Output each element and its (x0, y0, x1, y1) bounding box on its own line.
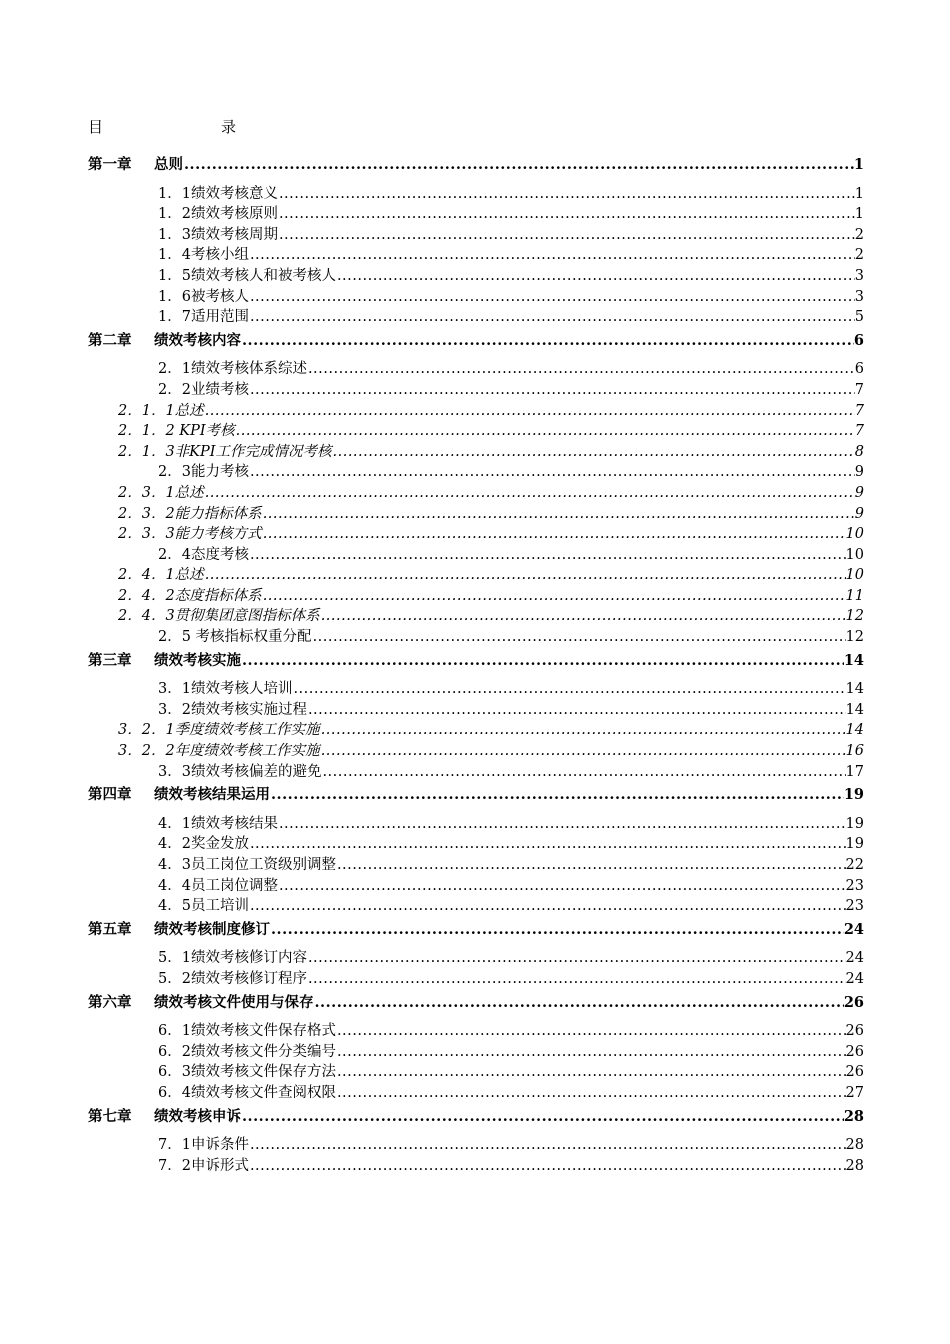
toc-subsection-entry[interactable] (88, 401, 864, 422)
toc-entry-label (158, 762, 321, 783)
toc-entry-label (158, 855, 336, 876)
chapter-number: 第六章 (88, 993, 132, 1011)
chapter-number: 第三章 (88, 651, 132, 669)
toc-page-number: 19 (843, 786, 864, 804)
toc-chapter-entry[interactable] (88, 331, 864, 352)
toc-page-number: 8 (854, 443, 864, 460)
toc-entry-label (158, 245, 249, 266)
toc-chapter-entry[interactable] (88, 993, 864, 1014)
toc-entry-title: 3．1绩效考核人培训 (158, 681, 293, 698)
toc-entry-label (158, 814, 278, 835)
toc-chapter-entry[interactable] (88, 651, 864, 672)
toc-page-number: 12 (845, 608, 864, 625)
toc-page-number: 11 (845, 587, 864, 604)
dot-leader (250, 380, 855, 401)
toc-entry-title: 4．3员工岗位工资级别调整 (158, 857, 336, 873)
dot-leader (279, 814, 846, 835)
toc-entry-label (118, 741, 320, 762)
dot-leader (333, 442, 855, 463)
toc-section-entry[interactable] (88, 1021, 864, 1042)
toc-entry-title: 2．4．2态度指标体系 (118, 587, 262, 604)
toc-entry-label (118, 606, 320, 627)
toc-entry-title: 2．1．2 KPI考核 (118, 423, 235, 440)
toc-section-entry[interactable] (88, 948, 864, 969)
toc-entry-title: 1．2绩效考核原则 (158, 206, 278, 223)
toc-subsection-entry[interactable] (88, 586, 864, 607)
toc-section-entry[interactable] (88, 814, 864, 835)
chapter-number: 第一章 (88, 156, 132, 173)
toc-entry-title: 7．1申诉条件 (158, 1137, 249, 1154)
chapter-number: 第七章 (88, 1107, 132, 1125)
toc-page-number: 26 (845, 1064, 864, 1081)
toc-entry-label (88, 1107, 241, 1128)
dot-leader (250, 1156, 846, 1177)
toc-page-number: 28 (845, 1157, 864, 1174)
toc-title-part1: 目 (88, 118, 104, 136)
toc-page-number: 26 (843, 993, 864, 1011)
toc-entry-label (158, 184, 278, 205)
toc-section-entry[interactable] (88, 184, 864, 205)
toc-entry-title: 绩效考核结果运用 (154, 786, 270, 804)
toc-page-number: 26 (845, 1043, 864, 1060)
dot-leader (337, 1062, 846, 1083)
toc-entry-label (158, 380, 249, 401)
toc-page-number: 10 (845, 567, 864, 584)
toc-page-number: 7 (854, 423, 864, 440)
toc-page-number: 6 (854, 361, 864, 378)
dot-leader (250, 545, 846, 566)
toc-page-number: 27 (845, 1084, 864, 1101)
toc-entry-label (88, 155, 183, 176)
toc-entry-title: 绩效考核申诉 (154, 1107, 241, 1125)
toc-entry-title: 2．4．3贯彻集团意图指标体系 (118, 608, 320, 625)
dot-leader (308, 700, 846, 721)
toc-entry-title: 3．2．1季度绩效考核工作实施 (118, 722, 320, 739)
toc-chapter-entry[interactable] (88, 920, 864, 941)
toc-entry-label (158, 1021, 336, 1042)
toc-section-entry[interactable] (88, 1062, 864, 1083)
dot-leader (250, 834, 846, 855)
dot-leader (279, 876, 846, 897)
toc-section-entry[interactable] (88, 969, 864, 990)
dot-leader (250, 287, 855, 308)
toc-entry-title: 6．1绩效考核文件保存格式 (158, 1023, 336, 1040)
toc-page-number: 28 (843, 1107, 864, 1125)
toc-entry-label (158, 204, 278, 225)
toc-entry-label (158, 679, 292, 700)
toc-entry-label (118, 524, 262, 545)
dot-leader (337, 266, 855, 287)
toc-entry-title: 1．4考核小组 (158, 247, 249, 264)
toc-entry-label (118, 720, 320, 741)
dot-leader (337, 1021, 846, 1042)
toc-page-number: 9 (854, 484, 864, 501)
dot-leader (184, 155, 854, 176)
toc-entry-label (158, 1135, 249, 1156)
toc-page-number: 10 (845, 546, 864, 563)
toc-entry-title: 绩效考核实施 (154, 651, 241, 669)
toc-page-number: 28 (845, 1137, 864, 1154)
toc-entry-title: 4．1绩效考核结果 (158, 815, 278, 832)
toc-page-number: 1 (854, 185, 864, 202)
toc-page-number: 6 (853, 331, 864, 349)
toc-page-number: 26 (845, 1023, 864, 1040)
toc-entry-label (158, 359, 307, 380)
toc-page-number: 17 (845, 763, 864, 780)
toc-entry-label (118, 401, 204, 422)
toc-entry-label (118, 586, 262, 607)
toc-entry-title: 2．4态度考核 (158, 546, 249, 563)
dot-leader (205, 565, 846, 586)
toc-page-number: 10 (845, 526, 864, 543)
toc-entry-label (158, 1083, 336, 1104)
toc-page-number: 1 (854, 206, 864, 223)
toc-section-entry[interactable] (88, 307, 864, 328)
toc-subsection-entry[interactable] (88, 565, 864, 586)
toc-page-number: 2 (854, 226, 864, 243)
toc-entry-title: 6．2绩效考核文件分类编号 (158, 1043, 336, 1060)
toc-entry-title: 2．1．3非KPI工作完成情况考核 (118, 443, 332, 460)
toc-entry-title: 2．3．1总述 (118, 484, 204, 501)
toc-entry-title: 绩效考核制度修订 (154, 920, 270, 938)
toc-entry-title: 6．3绩效考核文件保存方法 (158, 1064, 336, 1081)
toc-page-number: 16 (845, 743, 864, 760)
dot-leader (205, 483, 855, 504)
toc-subsection-entry[interactable] (88, 606, 864, 627)
toc-section-entry[interactable] (88, 380, 864, 401)
toc-entry-title: 5．2绩效考核修订程序 (158, 970, 307, 987)
toc-chapter-entry[interactable] (88, 1107, 864, 1128)
toc-page-number: 14 (845, 701, 864, 718)
toc-entry-title: 3．2．2年度绩效考核工作实施 (118, 743, 320, 760)
dot-leader (308, 969, 846, 990)
dot-leader (321, 606, 846, 627)
dot-leader (250, 1135, 846, 1156)
toc-page-number: 1 (853, 156, 864, 173)
toc-entry-label (158, 948, 307, 969)
toc-page-number: 19 (845, 815, 864, 832)
dot-leader (313, 627, 846, 648)
dot-leader (263, 586, 846, 607)
toc-section-entry[interactable] (88, 545, 864, 566)
toc-page-number: 9 (854, 505, 864, 522)
toc-section-entry[interactable] (88, 855, 864, 876)
table-of-contents (88, 152, 864, 1176)
toc-page-number: 14 (843, 651, 864, 669)
dot-leader (322, 762, 845, 783)
dot-leader (337, 1042, 846, 1063)
toc-entry-label (158, 627, 312, 648)
toc-entry-label (158, 307, 249, 328)
toc-page-number: 23 (845, 898, 864, 915)
toc-entry-title: 1．1绩效考核意义 (158, 185, 278, 202)
toc-section-entry[interactable] (88, 245, 864, 266)
dot-leader (337, 1083, 846, 1104)
toc-entry-title: 3．2绩效考核实施过程 (158, 701, 307, 718)
toc-page-number: 2 (854, 247, 864, 264)
dot-leader (250, 307, 855, 328)
dot-leader (263, 504, 855, 525)
toc-entry-title: 2．1绩效考核体系综述 (158, 361, 307, 378)
toc-entry-title: 绩效考核文件使用与保存 (154, 993, 314, 1011)
toc-title (88, 116, 236, 137)
toc-title-part2: 录 (221, 118, 237, 136)
dot-leader (315, 993, 844, 1014)
dot-leader (250, 896, 846, 917)
toc-entry-title: 1．7适用范围 (158, 309, 249, 326)
toc-entry-label (118, 421, 235, 442)
toc-entry-label (158, 266, 336, 287)
toc-page-number: 9 (854, 464, 864, 481)
toc-page-number: 23 (845, 877, 864, 894)
toc-section-entry[interactable] (88, 1042, 864, 1063)
dot-leader (279, 204, 855, 225)
toc-entry-label (88, 651, 241, 672)
toc-entry-label (158, 834, 249, 855)
chapter-number: 第五章 (88, 920, 132, 938)
dot-leader (250, 462, 855, 483)
dot-leader (242, 331, 854, 352)
toc-subsection-entry[interactable] (88, 741, 864, 762)
dot-leader (308, 359, 855, 380)
toc-entry-title: 总则 (154, 156, 183, 173)
toc-subsection-entry[interactable] (88, 524, 864, 545)
toc-section-entry[interactable] (88, 1156, 864, 1177)
toc-entry-title: 2．3．3能力考核方式 (118, 526, 262, 543)
toc-subsection-entry[interactable] (88, 442, 864, 463)
toc-entry-label (88, 785, 270, 806)
dot-leader (236, 421, 855, 442)
toc-page-number: 3 (854, 267, 864, 284)
toc-page-number: 14 (845, 681, 864, 698)
toc-entry-label (158, 545, 249, 566)
toc-entry-title: 2．3能力考核 (158, 464, 249, 481)
toc-entry-label (158, 969, 307, 990)
toc-section-entry[interactable] (88, 204, 864, 225)
toc-entry-title: 1．5绩效考核人和被考核人 (158, 267, 336, 284)
toc-entry-label (158, 896, 249, 917)
toc-entry-label (88, 331, 241, 352)
toc-entry-title: 1．3绩效考核周期 (158, 226, 278, 243)
toc-entry-label (158, 225, 278, 246)
toc-section-entry[interactable] (88, 1135, 864, 1156)
toc-section-entry[interactable] (88, 462, 864, 483)
toc-page-number: 24 (843, 920, 864, 938)
toc-section-entry[interactable] (88, 1083, 864, 1104)
toc-section-entry[interactable] (88, 225, 864, 246)
toc-entry-title: 3．3绩效考核偏差的避免 (158, 763, 322, 780)
toc-entry-label (158, 700, 307, 721)
toc-page-number: 5 (854, 309, 864, 326)
toc-entry-title: 2．2业绩考核 (158, 381, 249, 398)
toc-page-number: 12 (845, 629, 864, 646)
toc-entry-label (158, 1156, 249, 1177)
dot-leader (337, 855, 846, 876)
toc-entry-label (158, 1062, 336, 1083)
toc-subsection-entry[interactable] (88, 483, 864, 504)
toc-page-number: 19 (845, 836, 864, 853)
dot-leader (263, 524, 846, 545)
toc-page-number: 7 (854, 402, 864, 419)
dot-leader (308, 948, 846, 969)
toc-section-entry[interactable] (88, 679, 864, 700)
toc-entry-title: 2．1．1总述 (118, 402, 204, 419)
toc-entry-label (118, 565, 204, 586)
toc-entry-label (88, 993, 314, 1014)
toc-entry-title: 4．5员工培训 (158, 898, 249, 915)
toc-section-entry[interactable] (88, 834, 864, 855)
toc-section-entry[interactable] (88, 359, 864, 380)
toc-page-number: 24 (845, 950, 864, 967)
chapter-number: 第二章 (88, 331, 132, 349)
toc-page-number: 7 (854, 381, 864, 398)
toc-page-number: 22 (845, 857, 864, 873)
toc-section-entry[interactable] (88, 896, 864, 917)
toc-subsection-entry[interactable] (88, 504, 864, 525)
dot-leader (242, 1107, 844, 1128)
dot-leader (321, 720, 846, 741)
toc-entry-title: 4．4员工岗位调整 (158, 877, 278, 894)
dot-leader (293, 679, 845, 700)
chapter-number: 第四章 (88, 786, 132, 804)
dot-leader (271, 920, 844, 941)
toc-chapter-entry[interactable] (88, 155, 864, 176)
toc-entry-title: 5．1绩效考核修订内容 (158, 950, 307, 967)
toc-section-entry[interactable] (88, 762, 864, 783)
toc-entry-title: 2．3．2能力指标体系 (118, 505, 262, 522)
toc-entry-label (158, 287, 249, 308)
toc-entry-label (158, 876, 278, 897)
toc-subsection-entry[interactable] (88, 720, 864, 741)
toc-section-entry[interactable] (88, 287, 864, 308)
toc-entry-title: 2．4．1总述 (118, 567, 204, 584)
toc-entry-label (158, 462, 249, 483)
dot-leader (279, 225, 855, 246)
toc-entry-label (158, 1042, 336, 1063)
toc-entry-label (118, 442, 332, 463)
dot-leader (271, 785, 844, 806)
toc-entry-title: 2．5 考核指标权重分配 (158, 629, 312, 646)
toc-section-entry[interactable] (88, 266, 864, 287)
toc-entry-label (118, 483, 204, 504)
toc-page-number: 3 (854, 288, 864, 305)
dot-leader (250, 245, 855, 266)
toc-entry-label (118, 504, 262, 525)
dot-leader (279, 184, 855, 205)
toc-entry-label (88, 920, 270, 941)
toc-entry-title: 4．2奖金发放 (158, 836, 249, 853)
toc-entry-title: 绩效考核内容 (154, 331, 241, 349)
toc-page-number: 24 (845, 970, 864, 987)
toc-chapter-entry[interactable] (88, 785, 864, 806)
dot-leader (242, 651, 844, 672)
dot-leader (205, 401, 855, 422)
toc-entry-title: 1．6被考核人 (158, 288, 249, 305)
toc-section-entry[interactable] (88, 700, 864, 721)
dot-leader (321, 741, 846, 762)
toc-section-entry[interactable] (88, 876, 864, 897)
toc-entry-title: 6．4绩效考核文件查阅权限 (158, 1084, 336, 1101)
toc-subsection-entry[interactable] (88, 421, 864, 442)
toc-entry-title: 7．2申诉形式 (158, 1157, 249, 1174)
toc-section-entry[interactable] (88, 627, 864, 648)
toc-page-number: 14 (845, 722, 864, 739)
